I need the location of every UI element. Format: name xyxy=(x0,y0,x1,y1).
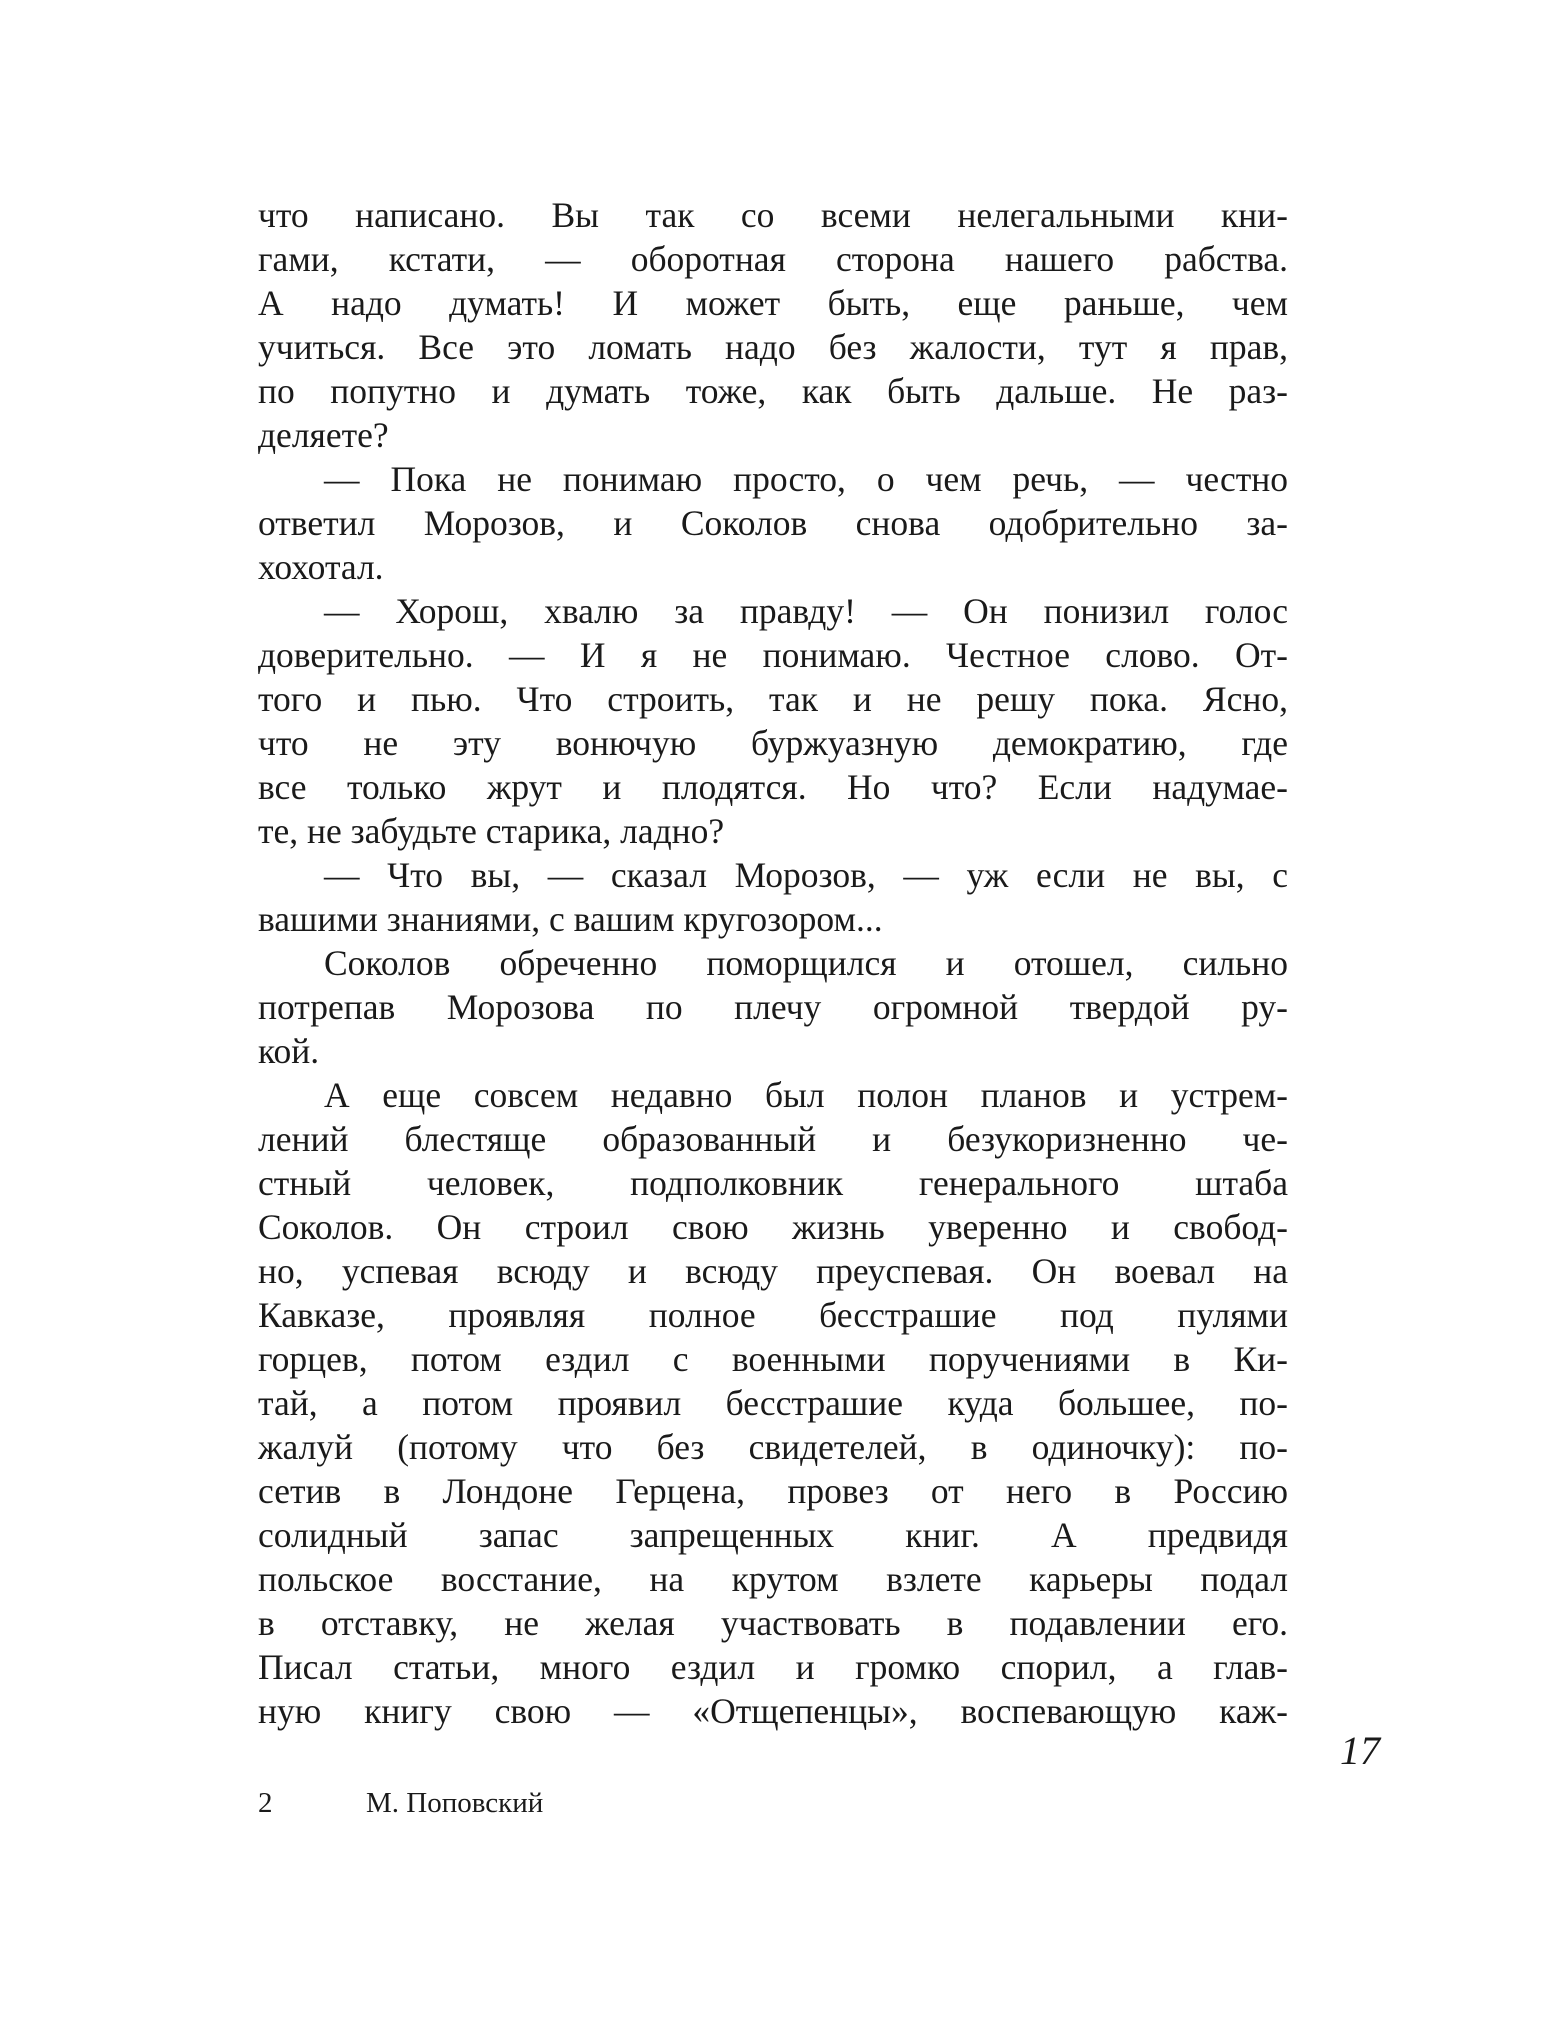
signature-author: М. Поповский xyxy=(366,1787,544,1819)
text-line: польское восстание, на крутом взлете карьеры подал xyxy=(258,1559,1288,1599)
text-line: в отставку, не желая участвовать в подавлении его. xyxy=(258,1603,1288,1643)
text-line: солидный запас запрещенных книг. А предвидя xyxy=(258,1515,1288,1555)
text-line: — Что вы, — сказал Морозов, — уж если не вы, с xyxy=(324,855,1288,895)
text-line: — Пока не понимаю просто, о чем речь, — честно xyxy=(324,459,1288,499)
text-line: Кавказе, проявляя полное бесстрашие под пулями xyxy=(258,1295,1288,1335)
text-line: ную книгу свою — «Отщепенцы», воспевающую каж- xyxy=(258,1691,1288,1731)
page-number: 17 xyxy=(1340,1728,1380,1773)
text-line: но, успевая всюду и всюду преуспевая. Он воевал на xyxy=(258,1251,1288,1291)
text-line: кой. xyxy=(258,1031,320,1071)
text-line: по попутно и думать тоже, как быть дальше. Не раз- xyxy=(258,371,1288,411)
text-line: того и пью. Что строить, так и не решу пока. Ясно, xyxy=(258,679,1288,719)
text-line: учиться. Все это ломать надо без жалости, тут я прав, xyxy=(258,327,1288,367)
text-line: потрепав Морозова по плечу огромной твердой ру- xyxy=(258,987,1288,1027)
text-line: доверительно. — И я не понимаю. Честное слово. От- xyxy=(258,635,1288,675)
text-line: Писал статьи, много ездил и громко спорил, а глав- xyxy=(258,1647,1288,1687)
text-line: сетив в Лондоне Герцена, провез от него в Россию xyxy=(258,1471,1288,1511)
text-line: жалуй (потому что без свидетелей, в одиночку): по- xyxy=(258,1427,1288,1467)
text-line: что не эту вонючую буржуазную демократию, где xyxy=(258,723,1288,763)
text-line: А надо думать! И может быть, еще раньше, чем xyxy=(258,283,1288,323)
text-line: что написано. Вы так со всеми нелегальными кни- xyxy=(258,195,1288,235)
printer-signature xyxy=(258,1787,543,1820)
text-line: те, не забудьте старика, ладно? xyxy=(258,811,725,851)
text-line: горцев, потом ездил с военными поручениями в Ки- xyxy=(258,1339,1288,1379)
text-line: стный человек, подполковник генерального штаба xyxy=(258,1163,1288,1203)
text-line: — Хорош, хвалю за правду! — Он понизил голос xyxy=(324,591,1288,631)
text-line: Соколов. Он строил свою жизнь уверенно и свобод- xyxy=(258,1207,1288,1247)
text-line: гами, кстати, — оборотная сторона нашего рабства. xyxy=(258,239,1288,279)
text-line: все только жрут и плодятся. Но что? Если надумае- xyxy=(258,767,1288,807)
text-line: лений блестяще образованный и безукоризненно че- xyxy=(258,1119,1288,1159)
text-line: тай, а потом проявил бесстрашие куда большее, по- xyxy=(258,1383,1288,1423)
text-line: деляете? xyxy=(258,415,389,455)
text-line: ответил Морозов, и Соколов снова одобрительно за- xyxy=(258,503,1288,543)
body-text xyxy=(258,193,1288,1733)
text-line: А еще совсем недавно был полон планов и устрем- xyxy=(324,1075,1288,1115)
text-line: хохотал. xyxy=(258,547,384,587)
text-line: Соколов обреченно поморщился и отошел, сильно xyxy=(324,943,1288,983)
text-line: вашими знаниями, с вашим кругозором... xyxy=(258,899,883,939)
signature-number: 2 xyxy=(258,1787,273,1819)
